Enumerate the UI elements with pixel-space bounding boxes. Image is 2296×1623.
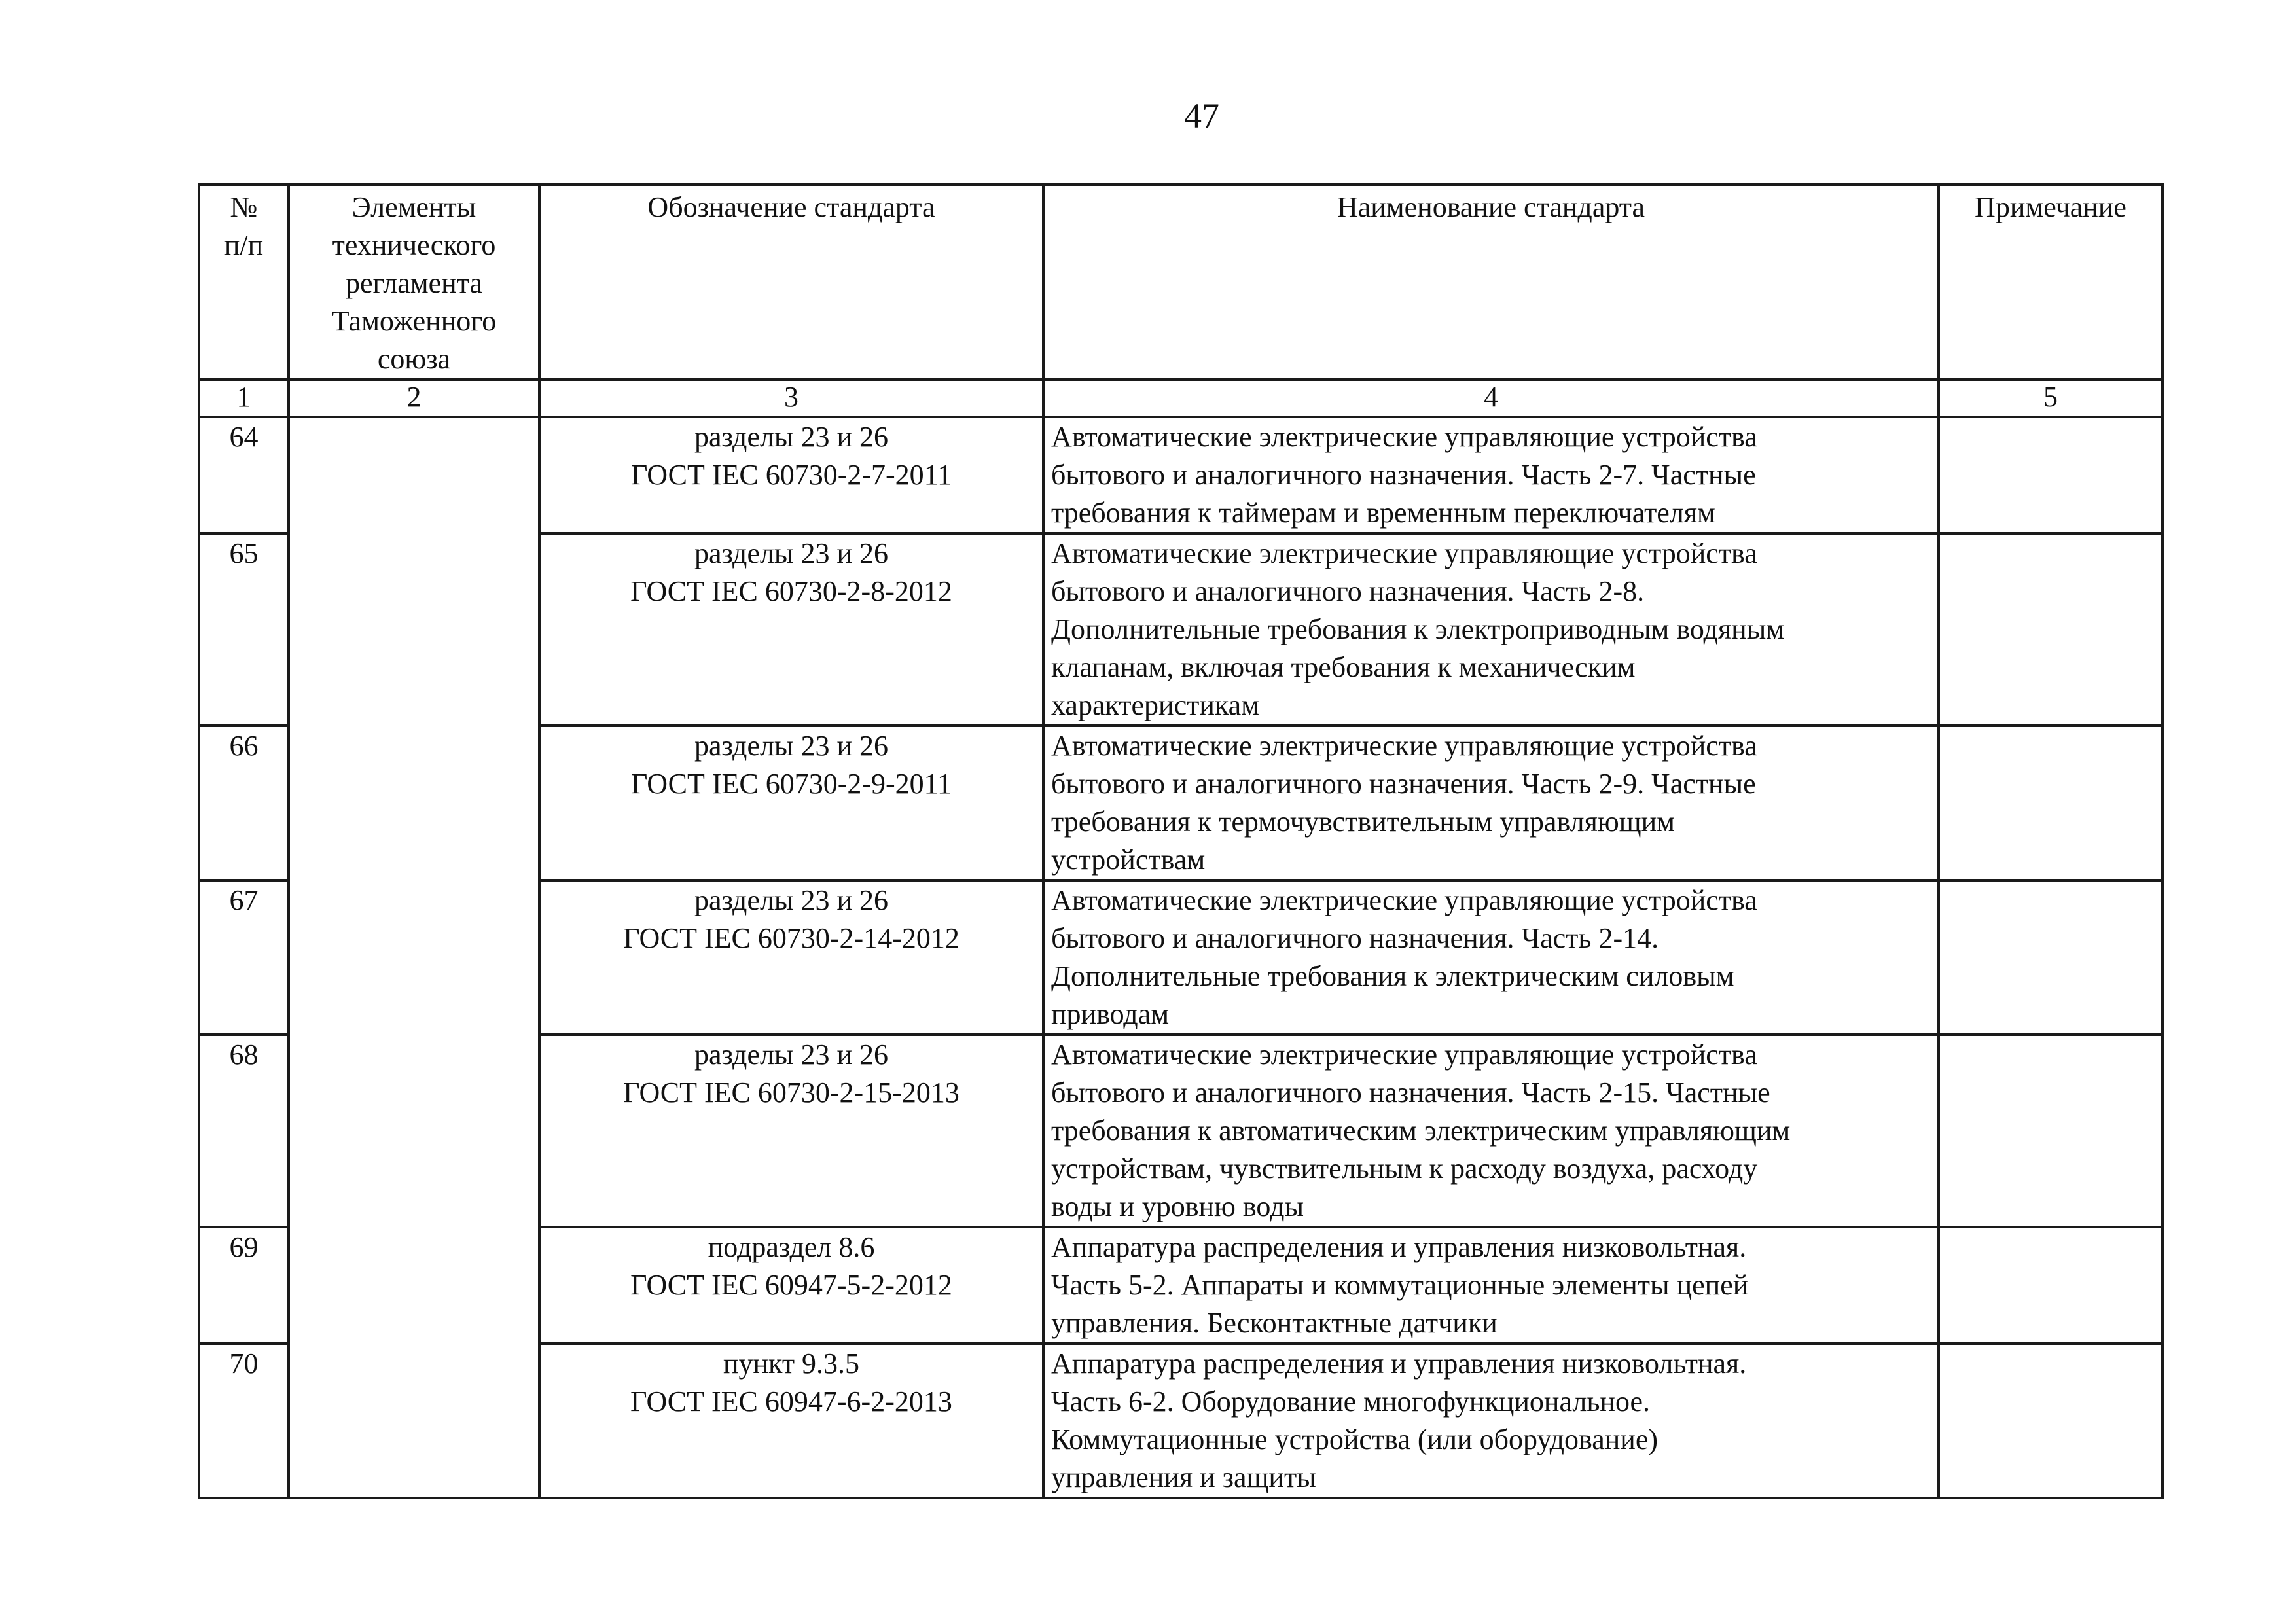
column-number: 2 [289, 380, 539, 417]
column-number: 3 [539, 380, 1043, 417]
table-row [199, 417, 2162, 533]
note-cell [1939, 726, 2162, 880]
note-cell [1939, 880, 2162, 1035]
elements-cell [289, 417, 539, 1498]
header-number: № п/п [199, 185, 289, 380]
column-number: 5 [1939, 380, 2162, 417]
note-cell [1939, 417, 2162, 533]
standard-designation: разделы 23 и 26 ГОСТ IEC 60730-2-8-2012 [539, 533, 1043, 726]
row-number: 68 [199, 1035, 289, 1227]
note-cell [1939, 1227, 2162, 1344]
standard-designation: пункт 9.3.5 ГОСТ IEC 60947-6-2-2013 [539, 1344, 1043, 1498]
note-cell [1939, 533, 2162, 726]
standard-name: Автоматические электрические управляющие устройства бытового и аналогичного назначения. Часть 2-14. Дополнительные требования к электрическим силовым приводам [1043, 880, 1939, 1035]
standard-name: Аппаратура распределения и управления низковольтная. Часть 6-2. Оборудование многофункциональное. Коммутационные устройства (или оборудование) управления и защиты [1043, 1344, 1939, 1498]
column-number-row [199, 380, 2162, 417]
row-number: 69 [199, 1227, 289, 1344]
note-cell [1939, 1035, 2162, 1227]
column-number: 1 [199, 380, 289, 417]
row-number: 66 [199, 726, 289, 880]
standard-name: Автоматические электрические управляющие устройства бытового и аналогичного назначения. Часть 2-7. Частные требования к таймерам и временным переключателям [1043, 417, 1939, 533]
standard-name: Автоматические электрические управляющие устройства бытового и аналогичного назначения. Часть 2-9. Частные требования к термочувствительным управляющим устройствам [1043, 726, 1939, 880]
column-number: 4 [1043, 380, 1939, 417]
header-designation: Обозначение стандарта [539, 185, 1043, 380]
standard-name: Автоматические электрические управляющие устройства бытового и аналогичного назначения. Часть 2-8. Дополнительные требования к электроприводным водяным клапанам, включая требования к механическим характеристикам [1043, 533, 1939, 726]
standard-name: Аппаратура распределения и управления низковольтная. Часть 5-2. Аппараты и коммутационные элементы цепей управления. Бесконтактные датчики [1043, 1227, 1939, 1344]
page-number: 47 [1184, 96, 1219, 135]
row-number: 67 [199, 880, 289, 1035]
row-number: 70 [199, 1344, 289, 1498]
standard-designation: разделы 23 и 26 ГОСТ IEC 60730-2-9-2011 [539, 726, 1043, 880]
row-number: 65 [199, 533, 289, 726]
standard-designation: разделы 23 и 26 ГОСТ IEC 60730-2-14-2012 [539, 880, 1043, 1035]
header-elements: Элементы технического регламента Таможенного союза [289, 185, 539, 380]
row-number: 64 [199, 417, 289, 533]
standard-name: Автоматические электрические управляющие устройства бытового и аналогичного назначения. Часть 2-15. Частные требования к автоматическим электрическим управляющим устройствам, чувствительным к расходу воздуха, расходу воды и уровню воды [1043, 1035, 1939, 1227]
standard-designation: разделы 23 и 26 ГОСТ IEC 60730-2-7-2011 [539, 417, 1043, 533]
note-cell [1939, 1344, 2162, 1498]
standard-designation: подраздел 8.6 ГОСТ IEC 60947-5-2-2012 [539, 1227, 1043, 1344]
header-row [199, 185, 2162, 380]
header-note: Примечание [1939, 185, 2162, 380]
standard-designation: разделы 23 и 26 ГОСТ IEC 60730-2-15-2013 [539, 1035, 1043, 1227]
standards-table [198, 183, 2164, 1499]
header-name: Наименование стандарта [1043, 185, 1939, 380]
